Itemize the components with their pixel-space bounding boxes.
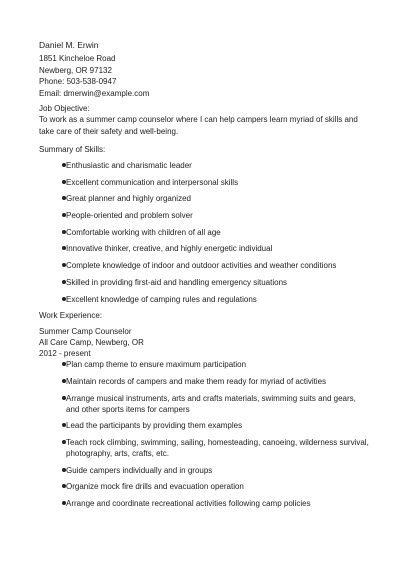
list-item: Guide campers individually and in groups bbox=[39, 465, 369, 476]
list-item: Organize mock fire drills and evacuation operation bbox=[39, 481, 369, 492]
phone-line: Phone: 503-538-0947 bbox=[39, 77, 117, 86]
dates-line: 2012 - present bbox=[39, 349, 91, 359]
list-item: Excellent communication and interpersonal skills bbox=[39, 177, 369, 188]
list-item: Complete knowledge of indoor and outdoor activities and weather conditions bbox=[39, 260, 369, 271]
person-name: Daniel M. Erwin bbox=[39, 40, 99, 50]
skills-heading: Summary of Skills: bbox=[39, 145, 106, 154]
resume-document bbox=[39, 40, 369, 515]
list-item: Arrange musical instruments, arts and crafts materials, swimming suits and gears, and other sports items for campers bbox=[39, 393, 369, 415]
objective-text: To work as a summer camp counselor where I can help campers learn myriad of skills and take care of their safety and well-being. bbox=[39, 115, 358, 136]
list-item: Innovative thinker, creative, and highly energetic individual bbox=[39, 243, 369, 254]
experience-heading: Work Experience: bbox=[39, 311, 102, 321]
list-item: Lead the participants by providing them examples bbox=[39, 420, 369, 431]
list-item: Comfortable working with children of all age bbox=[39, 227, 369, 238]
contact-block bbox=[39, 53, 369, 99]
list-item: Great planner and highly organized bbox=[39, 193, 369, 204]
list-item: Excellent knowledge of camping rules and regulations bbox=[39, 294, 369, 305]
duties-list bbox=[39, 359, 369, 509]
list-item: People-oriented and problem solver bbox=[39, 210, 369, 221]
list-item: Arrange and coordinate recreational activities following camp policies bbox=[39, 498, 369, 509]
list-item: Enthusiastic and charismatic leader bbox=[39, 160, 369, 171]
address-line-2: Newberg, OR 97132 bbox=[39, 65, 112, 75]
list-item: Teach rock climbing, swimming, sailing, homesteading, canoeing, wilderness survival, photography, arts, crafts, etc. bbox=[39, 437, 369, 459]
job-title: Summer Camp Counselor bbox=[39, 327, 132, 337]
objective-heading: Job Objective: bbox=[39, 104, 90, 113]
employer-line: All Care Camp, Newberg, OR bbox=[39, 338, 144, 348]
skills-list bbox=[39, 160, 369, 305]
list-item: Skilled in providing first-aid and handling emergency situations bbox=[39, 277, 369, 288]
address-line-1: 1851 Kincheloe Road bbox=[39, 54, 116, 63]
job-meta bbox=[39, 337, 369, 359]
list-item: Maintain records of campers and make them ready for myriad of activities bbox=[39, 376, 369, 387]
list-item: Plan camp theme to ensure maximum participation bbox=[39, 359, 369, 370]
email-line: Email: dmerwin@example.com bbox=[39, 88, 150, 98]
